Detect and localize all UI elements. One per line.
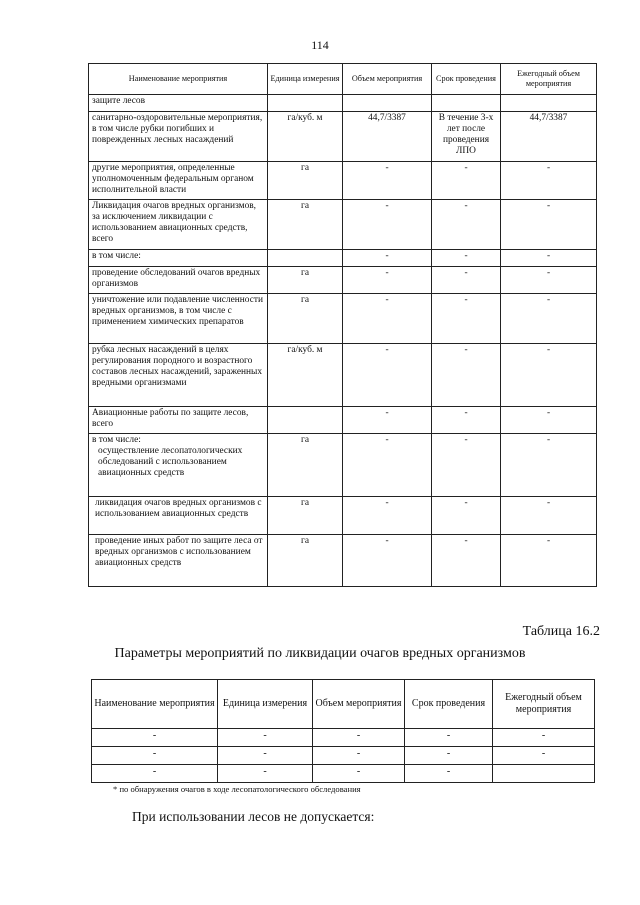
forest-protection-table: [88, 63, 597, 587]
cell-volume: -: [343, 162, 432, 200]
table-cell: -: [405, 765, 493, 783]
header-name: Наименование мероприятия: [89, 64, 268, 95]
cell-annual: -: [501, 434, 597, 497]
cell-name-detail: осуществление лесопатологических обследований с использованием авиационных средств: [98, 446, 243, 479]
cell-annual: -: [501, 535, 597, 587]
table-cell: -: [92, 729, 218, 747]
table-cell: -: [493, 729, 595, 747]
cell-unit: га: [268, 294, 343, 344]
cell-name-prefix: в том числе:: [92, 435, 141, 445]
cell-annual: -: [501, 344, 597, 407]
cell-volume: 44,7/3387: [343, 112, 432, 162]
table-row: [89, 162, 597, 200]
cell-annual: -: [501, 200, 597, 250]
table-cell: -: [218, 747, 313, 765]
cell-annual: -: [501, 294, 597, 344]
header-term: Срок проведения: [405, 680, 493, 729]
cell-annual: -: [501, 407, 597, 434]
table-cell: -: [92, 747, 218, 765]
header-unit: Единица измерения: [218, 680, 313, 729]
header-name: Наименование мероприятия: [92, 680, 218, 729]
table-header-row: [89, 64, 597, 95]
header-annual: Ежегодный объем мероприятия: [493, 680, 595, 729]
table-row: [89, 250, 597, 267]
header-term: Срок проведения: [432, 64, 501, 95]
table-row: [92, 729, 595, 747]
cell-term: -: [432, 535, 501, 587]
cell-volume: -: [343, 434, 432, 497]
table-title: Параметры мероприятий по ликвидации очагов вредных организмов: [114, 646, 526, 661]
cell-volume: -: [343, 200, 432, 250]
table-cell: -: [92, 765, 218, 783]
footnote: * по обнаружения очагов в ходе лесопатологического обследования: [113, 784, 361, 794]
cell-term: [432, 95, 501, 112]
cell-term: В течение 3-х лет после проведения ЛПО: [432, 112, 501, 162]
header-volume: Объем мероприятия: [343, 64, 432, 95]
cell-unit: [268, 250, 343, 267]
cell-name: проведение иных работ по защите леса от вредных организмов с использованием авиационных средств: [89, 535, 268, 587]
cell-name: [89, 434, 268, 497]
cell-annual: 44,7/3387: [501, 112, 597, 162]
table-row: [89, 112, 597, 162]
cell-annual: -: [501, 162, 597, 200]
table-header-row: [92, 680, 595, 729]
cell-unit: га: [268, 535, 343, 587]
cell-name: защите лесов: [89, 95, 268, 112]
cell-volume: -: [343, 267, 432, 294]
table-cell: [493, 765, 595, 783]
cell-unit: [268, 407, 343, 434]
cell-volume: -: [343, 344, 432, 407]
cell-term: -: [432, 497, 501, 535]
cell-term: -: [432, 294, 501, 344]
header-volume: Объем мероприятия: [313, 680, 405, 729]
table-cell: -: [218, 765, 313, 783]
cell-unit: [268, 95, 343, 112]
header-annual: Ежегодный объем мероприятия: [501, 64, 597, 95]
table-cell: -: [313, 747, 405, 765]
cell-name: в том числе:: [89, 250, 268, 267]
cell-unit: га/куб. м: [268, 344, 343, 407]
table-row: [89, 344, 597, 407]
cell-unit: га: [268, 162, 343, 200]
closing-text: При использовании лесов не допускается:: [132, 809, 375, 824]
table-row: [89, 535, 597, 587]
cell-unit: га: [268, 434, 343, 497]
cell-unit: га: [268, 497, 343, 535]
table-row: [89, 294, 597, 344]
cell-name: проведение обследований очагов вредных организмов: [89, 267, 268, 294]
table-cell: -: [493, 747, 595, 765]
table-row: [89, 200, 597, 250]
table-row: [89, 267, 597, 294]
cell-term: -: [432, 434, 501, 497]
cell-name: другие мероприятия, определенные уполномоченным федеральным органом исполнительной власти: [89, 162, 268, 200]
cell-name: Авиационные работы по защите лесов, всего: [89, 407, 268, 434]
table-cell: -: [218, 729, 313, 747]
cell-name: уничтожение или подавление численности вредных организмов, в том числе с применением химических препаратов: [89, 294, 268, 344]
table-row: [92, 765, 595, 783]
cell-unit: га/куб. м: [268, 112, 343, 162]
cell-annual: [501, 95, 597, 112]
cell-annual: -: [501, 497, 597, 535]
header-unit: Единица измерения: [268, 64, 343, 95]
cell-term: -: [432, 344, 501, 407]
table-row: [89, 407, 597, 434]
cell-volume: -: [343, 294, 432, 344]
cell-volume: -: [343, 535, 432, 587]
table-row: [89, 434, 597, 497]
cell-name: санитарно-оздоровительные мероприятия, в том числе рубки погибших и поврежденных лесных насаждений: [89, 112, 268, 162]
page-number: 114: [311, 38, 329, 52]
pest-elimination-table: [91, 679, 595, 783]
table-row: [89, 95, 597, 112]
table-label: Таблица 16.2: [522, 624, 600, 639]
table-row: [89, 497, 597, 535]
table-cell: -: [405, 747, 493, 765]
cell-volume: -: [343, 407, 432, 434]
cell-name: Ликвидация очагов вредных организмов, за исключением ликвидации с использованием авиационных средств, всего: [89, 200, 268, 250]
table-cell: -: [313, 729, 405, 747]
cell-volume: -: [343, 250, 432, 267]
cell-volume: -: [343, 497, 432, 535]
cell-annual: -: [501, 250, 597, 267]
cell-term: -: [432, 162, 501, 200]
cell-annual: -: [501, 267, 597, 294]
cell-name: ликвидация очагов вредных организмов с использованием авиационных средств: [89, 497, 268, 535]
cell-term: -: [432, 267, 501, 294]
table-cell: -: [313, 765, 405, 783]
table-row: [92, 747, 595, 765]
cell-unit: га: [268, 267, 343, 294]
cell-name: рубка лесных насаждений в целях регулирования породного и возрастного составов лесных насаждений, зараженных вредными организмами: [89, 344, 268, 407]
cell-term: -: [432, 407, 501, 434]
table-cell: -: [405, 729, 493, 747]
cell-term: -: [432, 200, 501, 250]
cell-volume: [343, 95, 432, 112]
cell-unit: га: [268, 200, 343, 250]
cell-term: -: [432, 250, 501, 267]
